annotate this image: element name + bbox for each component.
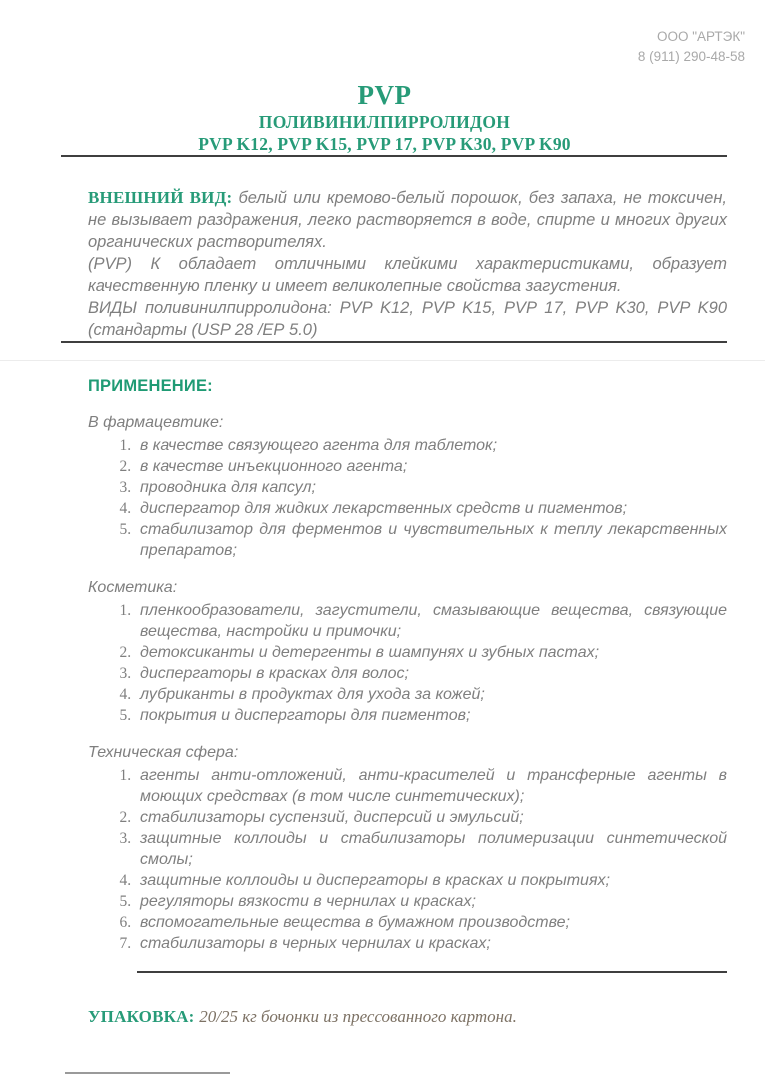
list-item-text: вспомогательные вещества в бумажном производстве; <box>140 914 570 931</box>
contact-block <box>0 0 745 67</box>
list-item-text: пленкообразователи, загустители, смазывающие вещества, связующие вещества, настройки и примочки; <box>140 602 727 640</box>
appearance-section <box>88 187 727 341</box>
divider-top <box>61 155 727 157</box>
list-item <box>135 642 727 663</box>
list-item <box>135 891 727 912</box>
group-title: Техническая сфера: <box>88 744 239 761</box>
application-group <box>88 742 727 954</box>
list-item-text: покрытия и диспергаторы для пигментов; <box>140 707 471 724</box>
properties-paragraph: (PVP) К обладает отличными клейкими характеристиками, образует качественную пленку и имеет великолепные свойства загустения. <box>88 255 727 295</box>
list-item <box>135 828 727 870</box>
list-item <box>135 519 727 561</box>
list-item-text: детоксиканты и детергенты в шампунях и зубных пастах; <box>140 644 600 661</box>
application-groups <box>88 412 727 954</box>
list-item-text: проводника для капсул; <box>140 479 316 496</box>
document-header <box>0 79 769 155</box>
list-item-text: диспергаторы в красках для волос; <box>140 665 409 682</box>
group-list <box>88 765 727 954</box>
packaging-label: УПАКОВКА: <box>88 1007 195 1026</box>
list-item-text: защитные коллоиды и стабилизаторы полимеризации синтетической смолы; <box>140 830 727 868</box>
divider-middle <box>61 341 727 343</box>
list-item-text: диспергатор для жидких лекарственных средств и пигментов; <box>140 500 628 517</box>
group-title: Косметика: <box>88 579 178 596</box>
list-item <box>135 456 727 477</box>
application-section <box>88 377 727 954</box>
company-name: ООО "АРТЭК" <box>656 29 745 44</box>
group-title: В фармацевтике: <box>88 414 224 431</box>
group-list <box>88 435 727 561</box>
list-item-text: регуляторы вязкости в чернилах и красках; <box>140 893 476 910</box>
list-item-text: защитные коллоиды и диспергаторы в красках и покрытиях; <box>140 872 610 889</box>
packaging-section <box>88 1006 727 1028</box>
phone-number: 8 (911) 290-48-58 <box>637 49 745 64</box>
divider-faint <box>0 360 765 361</box>
types-paragraph: ВИДЫ поливинилпирролидона: PVP K12, PVP K15, PVP 17, PVP K30, PVP K90 (стандарты (USP 28 /ЕР 5.0) <box>88 299 727 339</box>
list-item-text: агенты анти-отложений, анти-красителей и трансферные агенты в моющих средствах (в том числе синтетических); <box>140 767 727 805</box>
application-heading: ПРИМЕНЕНИЕ: <box>88 377 213 395</box>
list-item-text: стабилизатор для ферментов и чувствительных к теплу лекарственных препаратов; <box>140 521 727 559</box>
list-item <box>135 765 727 807</box>
application-group <box>88 577 727 726</box>
product-grades: PVP K12, PVP K15, PVP 17, PVP K30, PVP K90 <box>198 134 571 154</box>
group-list <box>88 600 727 726</box>
list-item-text: стабилизаторы суспензий, дисперсий и эмульсий; <box>140 809 524 826</box>
list-item <box>135 870 727 891</box>
list-item <box>135 705 727 726</box>
list-item <box>135 435 727 456</box>
divider-bottom-partial <box>65 1072 230 1074</box>
list-item <box>135 600 727 642</box>
list-item <box>135 498 727 519</box>
list-item-text: лубриканты в продуктах для ухода за кожей; <box>140 686 485 703</box>
list-item <box>135 477 727 498</box>
product-title: PVP <box>357 80 412 110</box>
packaging-text: 20/25 кг бочонки из прессованного картона. <box>199 1007 517 1026</box>
list-item <box>135 933 727 954</box>
list-item-text: стабилизаторы в черных чернилах и красках; <box>140 935 491 952</box>
appearance-label: ВНЕШНИЙ ВИД: <box>88 188 233 207</box>
appearance-text: белый или кремово-белый порошок, без запаха, не токсичен, не вызывает раздражения, легко растворяется в воде, спирте и многих других органических растворителях. <box>88 189 727 251</box>
list-item-text: в качестве связующего агента для таблеток; <box>140 437 498 454</box>
list-item <box>135 663 727 684</box>
list-item-text: в качестве инъекционного агента; <box>140 458 408 475</box>
list-item <box>135 807 727 828</box>
product-subtitle: ПОЛИВИНИЛПИРРОЛИДОН <box>258 112 511 132</box>
list-item <box>135 912 727 933</box>
application-group <box>88 412 727 561</box>
list-item <box>135 684 727 705</box>
appearance-paragraph <box>88 187 727 253</box>
divider-bottom <box>137 971 727 973</box>
